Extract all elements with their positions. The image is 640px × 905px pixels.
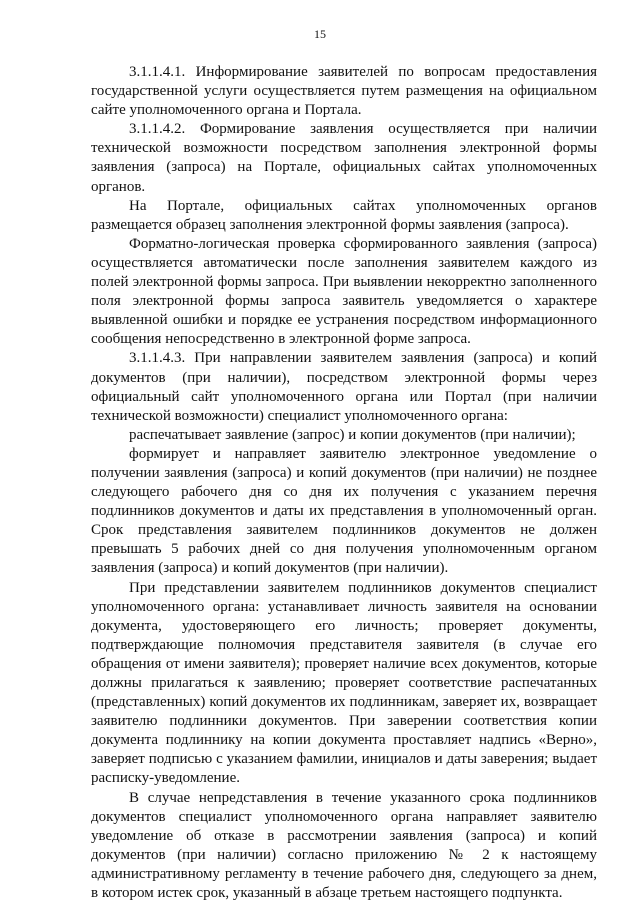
paragraph-3-1-1-4-2: 3.1.1.4.2. Формирование заявления осуществляется при наличии технической возможности посредством заполнения электронной формы заявления (запроса) на Портале, официальных сайтах уполномоченных органов. [91, 121, 597, 195]
paragraph-sends-notification: формирует и направляет заявителю электронное уведомление о получении заявления (запроса) и копий документов (при наличии) не позднее следующего рабочего дня со дня их получения с указанием перечня подлинников документов и даты их представления в уполномоченный орган. Срок представления заявителем подлинников документов не должен превышать 5 рабочих дней со дня получения уполномоченным органом заявления (запроса) и копий документов (при наличии). [91, 445, 597, 577]
paragraph-prints-application: распечатывает заявление (запрос) и копии документов (при наличии); [129, 426, 576, 443]
page-number: 15 [314, 27, 326, 41]
paragraph-non-submission-refusal: В случае непредставления в течение указанного срока подлинников документов специалист уполномоченного органа направляет заявителю уведомление об отказе в рассмотрении заявления (запроса) и копий документов (при наличии) согласно приложению № 2 к настоящему административному регламенту в течение рабочего дня, следующего за днем, в котором истек срок, указанный в абзаце третьем настоящего подпункта. [91, 789, 597, 902]
paragraph-format-logical-check: Форматно-логическая проверка сформированного заявления (запроса) осуществляется автоматически после заполнения заявителем каждого из полей электронной формы запроса. При выявлении некорректно заполненного поля электронной формы запроса заявитель уведомляется о характере выявленной ошибки и порядке ее устранения посредством информационного сообщения непосредственно в электронной форме запроса. [91, 235, 597, 348]
paragraph-sample-placement: На Портале, официальных сайтах уполномоченных органов размещается образец заполнения электронной формы заявления (запроса). [91, 197, 597, 233]
paragraph-3-1-1-4-3: 3.1.1.4.3. При направлении заявителем заявления (запроса) и копий документов (при наличии), посредством электронной формы через официальный сайт уполномоченного органа или Портал (при наличии технической возможности) специалист уполномоченного органа: [91, 350, 597, 424]
paragraph-originals-submission: При представлении заявителем подлинников документов специалист уполномоченного органа: устанавливает личность заявителя на основании документа, удостоверяющего его личность; проверяет документы, подтверждающие полномочия представителя заявителя (в случае его обращения от имени заявителя); проверяет наличие всех документов, которые должны прилагаться к заявлению; проверяет соответствие распечатанных (представленных) копий документов их подлинникам, заверяет их, возвращает заявителю подлинники документов. При заверении соответствия копии документа подлиннику на копии документа проставляет надпись «Верно», заверяет подписью с указанием фамилии, инициалов и даты заверения; выдает расписку-уведомление. [91, 579, 597, 787]
paragraph-3-1-1-4-1: 3.1.1.4.1. Информирование заявителей по вопросам предоставления государственной услуги осуществляется путем размещения на официальном сайте уполномоченного органа и Портала. [91, 64, 597, 119]
document-body [91, 63, 597, 903]
